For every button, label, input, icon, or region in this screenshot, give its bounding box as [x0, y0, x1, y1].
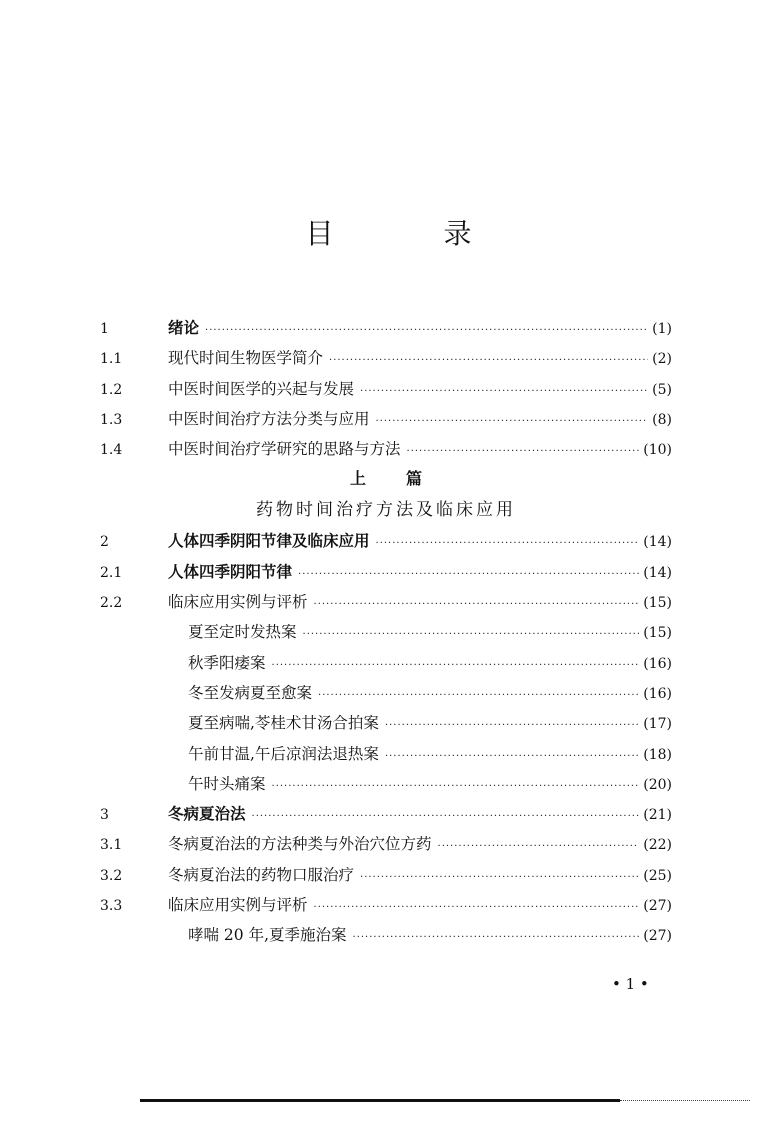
toc-entry-page: (5) [652, 381, 672, 398]
toc-entry-title: 哮喘 20 年,夏季施治案 [188, 926, 347, 945]
leader-dots [272, 772, 640, 802]
toc-entry[interactable] [100, 890, 672, 920]
page-title [0, 212, 777, 252]
leader-dots [205, 316, 648, 346]
toc-entry-title: 午前甘温,午后凉润法退热案 [188, 744, 379, 763]
toc-entry[interactable] [100, 404, 672, 434]
leader-dots [407, 437, 640, 467]
toc-entry-title: 中医时间医学的兴起与发展 [168, 379, 355, 398]
toc-entry-title: 夏至病喘,苓桂术甘汤合拍案 [188, 714, 379, 733]
toc-entry-number: 2 [100, 534, 109, 551]
toc-entry-title: 冬病夏治法 [168, 804, 246, 824]
toc-entry-number: 1.4 [100, 442, 123, 459]
leader-dots [376, 529, 640, 559]
leader-dots [314, 590, 640, 620]
leader-dots [298, 560, 639, 590]
toc-entry-page: (27) [643, 928, 672, 945]
toc-entry[interactable] [100, 313, 672, 343]
toc-entry-title: 临床应用实例与评析 [168, 593, 308, 612]
toc-entry[interactable] [100, 587, 672, 617]
toc-entry-page: (21) [643, 807, 672, 824]
part-heading-char-2: 篇 [406, 469, 423, 489]
toc-entry[interactable] [100, 829, 672, 859]
leader-dots [272, 651, 640, 681]
toc-entry-page: (15) [643, 595, 672, 612]
toc-entry[interactable] [100, 860, 672, 890]
toc-entry-page: (17) [643, 716, 672, 733]
toc-entry-page: (22) [643, 837, 672, 854]
toc-entry-number: 2.2 [100, 595, 123, 612]
toc-entry-page: (2) [652, 351, 672, 368]
title-char-1: 目 [305, 217, 334, 250]
toc-entry-number: 1.2 [100, 381, 123, 398]
leader-dots [318, 681, 639, 711]
toc-entry-number: 1.3 [100, 411, 123, 428]
toc-entry-title: 冬至发病夏至愈案 [188, 683, 313, 702]
toc-entry-page: (14) [643, 534, 672, 551]
toc-entry[interactable] [100, 617, 672, 647]
leader-dots [360, 377, 648, 407]
part-heading [100, 464, 672, 494]
leader-dots [314, 893, 640, 923]
toc-entry[interactable] [100, 434, 672, 464]
toc-entry-title: 临床应用实例与评析 [168, 896, 308, 915]
toc-part-one-section [100, 526, 672, 950]
leader-dots [385, 742, 639, 772]
toc-entry-page: (16) [643, 685, 672, 702]
toc-entry-number: 3.1 [100, 837, 123, 854]
table-of-contents [100, 313, 672, 951]
toc-entry-title: 中医时间治疗方法分类与应用 [168, 409, 370, 428]
page-number: • 1 • [612, 975, 649, 993]
toc-entry[interactable] [100, 769, 672, 799]
leader-dots [252, 802, 640, 832]
leader-dots [360, 863, 639, 893]
toc-entry-page: (27) [643, 898, 672, 915]
title-char-2: 录 [443, 217, 472, 250]
bottom-rule-fade [620, 1100, 750, 1102]
leader-dots [353, 923, 640, 953]
toc-entry-title: 人体四季阴阳节律 [168, 561, 293, 581]
leader-dots [438, 832, 640, 862]
leader-dots [329, 346, 648, 376]
leader-dots [376, 407, 649, 437]
toc-entry-page: (10) [643, 442, 672, 459]
part-subtitle: 药物时间治疗方法及临床应用 [256, 500, 516, 521]
toc-entry-number: 2.1 [100, 564, 123, 581]
toc-entry-page: (14) [643, 564, 672, 581]
toc-entry[interactable] [100, 374, 672, 404]
toc-entry-title: 午时头痛案 [188, 774, 266, 793]
toc-entry-number: 3 [100, 807, 109, 824]
toc-entry[interactable] [100, 648, 672, 678]
toc-entry-number: 1 [100, 321, 109, 337]
toc-entry-page: (16) [643, 655, 672, 672]
toc-entry[interactable] [100, 526, 672, 556]
toc-entry-title: 夏至定时发热案 [188, 623, 297, 642]
toc-entry-number: 3.2 [100, 867, 123, 884]
toc-entry-title: 人体四季阴阳节律及临床应用 [168, 531, 370, 551]
toc-entry-number: 1.1 [100, 351, 123, 368]
toc-entry[interactable] [100, 343, 672, 373]
toc-entry[interactable] [100, 708, 672, 738]
toc-entry-title: 冬病夏治法的方法种类与外治穴位方药 [168, 835, 432, 854]
toc-entry-page: (18) [643, 746, 672, 763]
leader-dots [303, 620, 640, 650]
toc-entry[interactable] [100, 799, 672, 829]
toc-entry-title: 秋季阳痿案 [188, 653, 266, 672]
part-heading-char-1: 上 [349, 469, 366, 489]
toc-entry[interactable] [100, 678, 672, 708]
toc-entry[interactable] [100, 557, 672, 587]
toc-entry-page: (15) [643, 625, 672, 642]
toc-entry-title: 现代时间生物医学简介 [168, 349, 324, 368]
toc-entry-number: 3.3 [100, 898, 123, 915]
toc-entry[interactable] [100, 739, 672, 769]
toc-entry[interactable] [100, 920, 672, 950]
toc-intro-section [100, 313, 672, 464]
toc-entry-page: (20) [643, 776, 672, 793]
bottom-rule [140, 1099, 620, 1102]
toc-entry-title: 绪论 [168, 318, 200, 337]
toc-entry-page: (25) [643, 867, 672, 884]
toc-entry-page: (1) [652, 321, 672, 337]
toc-entry-title: 中医时间治疗学研究的思路与方法 [168, 440, 401, 459]
toc-entry-page: (8) [652, 411, 672, 428]
toc-entry-title: 冬病夏治法的药物口服治疗 [168, 865, 355, 884]
leader-dots [385, 711, 639, 741]
